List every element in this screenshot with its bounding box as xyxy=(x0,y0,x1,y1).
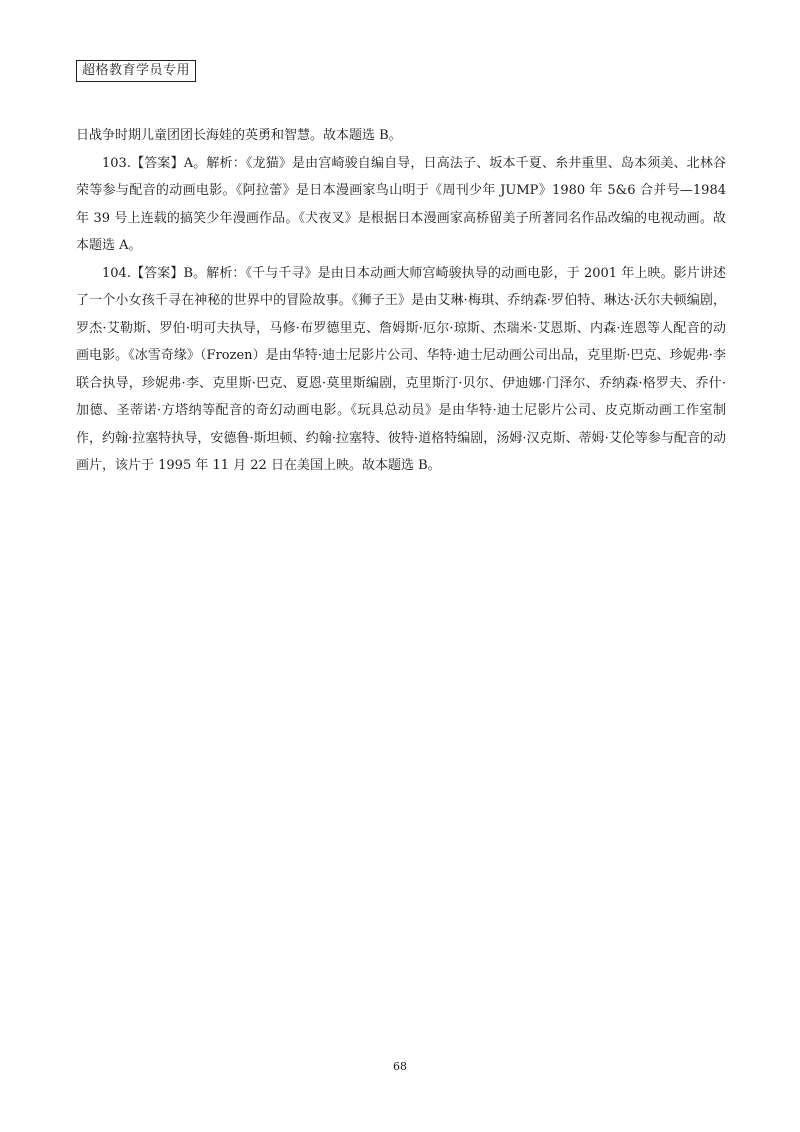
page-number: 68 xyxy=(393,1060,407,1073)
header-label: 超格教育学员专用 xyxy=(76,60,196,82)
paragraph-continuation: 日战争时期儿童团团长海娃的英勇和智慧。故本题选 B。 xyxy=(76,128,402,143)
paragraph-answer-104: 104.【答案】B。解析：《千与千寻》是由日本动画大师宫崎骏执导的动画电影，于 2001 年上映。影片讲述了一个小女孩千寻在神秘的世界中的冒险故事。《狮子王》是由艾琳·梅琪、乔纳森·罗伯特、琳达·沃尔夫顿编剧，罗杰·艾勒斯、罗伯·明可夫执导，马修·布罗德里克、詹姆斯·厄尔·琼斯、杰瑞米·艾恩斯、内森·连恩等人配音的动画电影。《冰雪奇缘》（Frozen）是由华特·迪士尼影片公司、华特·迪士尼动画公司出品，克里斯·巴克、珍妮弗·李联合执导，珍妮弗·李、克里斯·巴克、夏恩·莫里斯编剧，克里斯汀·贝尔、伊迪娜·门泽尔、乔纳森·格罗夫、乔什·加德、圣蒂诺·方塔纳等配音的奇幻动画电影。《玩具总动员》是由华特·迪士尼影片公司、皮克斯动画工作室制作，约翰·拉塞特执导，安德鲁·斯坦顿、约翰·拉塞特、彼特·道格特编剧，汤姆·汉克斯、蒂姆·艾伦等参与配音的动画片，该片于 1995 年 11 月 22 日在美国上映。故本题选 B。 xyxy=(76,265,726,473)
paragraph-answer-103: 103.【答案】A。解析：《龙猫》是由宫崎骏自编自导，日高法子、坂本千夏、糸井重里、岛本须美、北林谷荣等参与配音的动画电影。《阿拉蕾》是日本漫画家鸟山明于《周刊少年 JUMP》1980 年 5&6 合并号—1984 年 39 号上连载的搞笑少年漫画作品。《犬夜叉》是根据日本漫画家高桥留美子所著同名作品改编的电视动画。故本题选 A。 xyxy=(76,155,726,253)
document-body xyxy=(76,122,726,480)
